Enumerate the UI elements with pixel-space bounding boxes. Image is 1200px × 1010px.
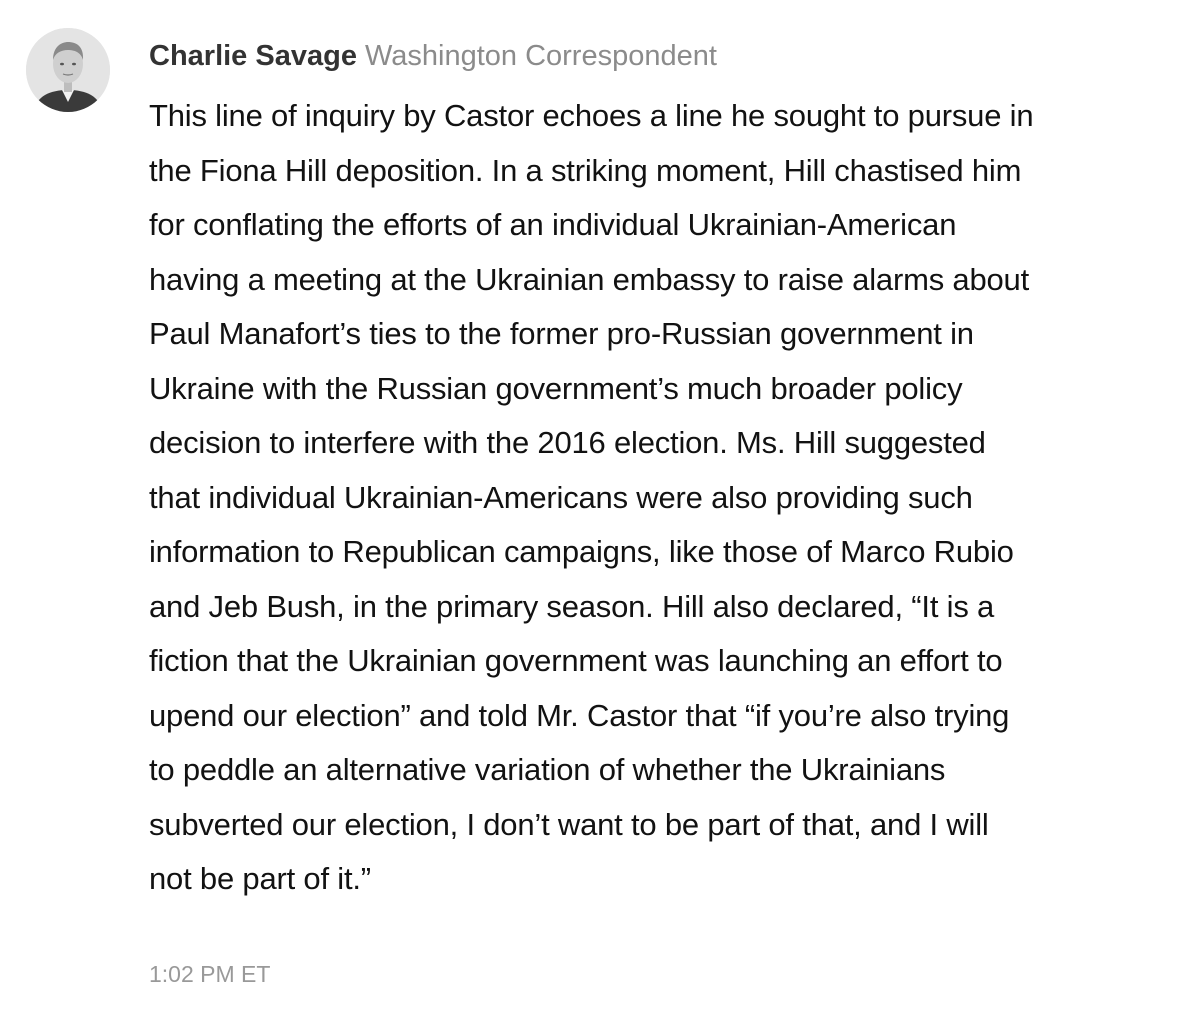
author-title: Washington Correspondent — [364, 40, 717, 72]
author-name[interactable]: Charlie Savage — [149, 40, 357, 72]
post-timestamp: 1:02 PM ET — [149, 960, 271, 987]
author-portrait-icon — [26, 28, 110, 112]
post-content — [149, 36, 1184, 989]
author-avatar — [26, 28, 110, 112]
post-body: This line of inquiry by Castor echoes a line he sought to pursue in the Fiona Hill deposition. In a striking moment, Hill chastised him for conflating the efforts of an individual Ukrainian-American having a meeting at the Ukrainian embassy to raise alarms about Paul Manafort’s ties to the former pro-Russian government in Ukraine with the Russian government’s much broader policy decision to interfere with the 2016 election. Ms. Hill suggested that individual Ukrainian-Americans were also providing such information to Republican campaigns, like those of Marco Rubio and Jeb Bush, in the primary season. Hill also declared, “It is a fiction that the Ukrainian government was launching an effort to upend our election” and told Mr. Castor that “if you’re also trying to peddle an alternative variation of whether the Ukrainians subverted our election, I don’t want to be part of that, and I will not be part of it.” — [149, 98, 1034, 896]
byline — [149, 36, 1184, 76]
